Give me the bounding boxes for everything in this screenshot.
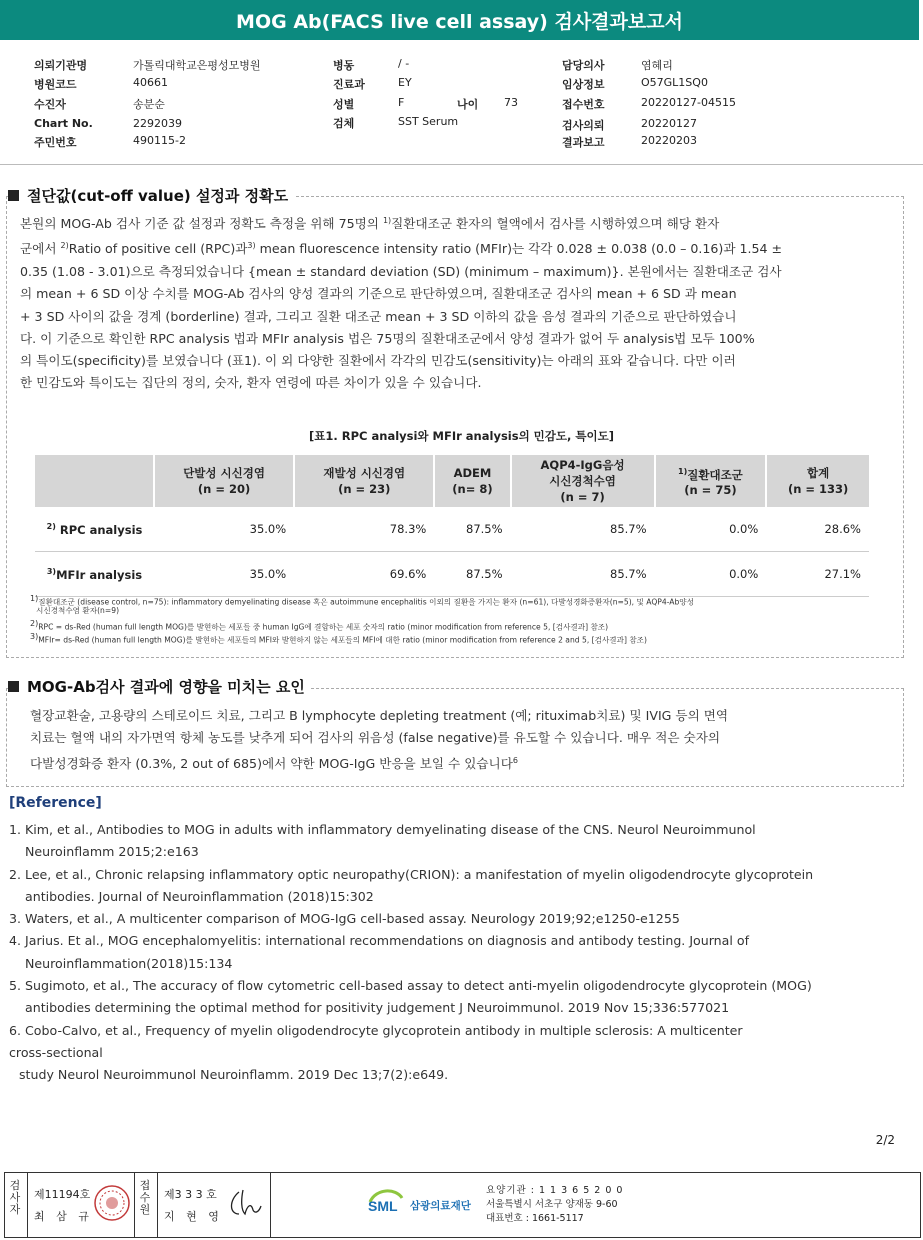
table-footnote [36,606,119,617]
footnote-text: 질환대조군 (disease control, n=75): inflammatory demyelinating disease 혹은 autoimmune encephalitis 이외의 질환을 가지는 환자 (n=61), 다발성경화증환자(n=5), 및 AQP4-Ab양성 [38,597,694,607]
table-cell: 85.7% [511,552,655,597]
section2-paragraph [30,705,900,775]
sensitivity-table [35,455,869,597]
table-cell: 78.3% [294,507,434,552]
text: 다발성경화증 환자 (0.3%, 2 out of 685)에서 약한 MOG-IgG 반응을 보일 수 있습니다 [30,755,513,771]
institution-code: 요양기관 : 1 1 3 6 5 2 0 0 [486,1185,624,1196]
table-cell: 85.7% [511,507,655,552]
para-line: 의 mean + 6 SD 이상 수치를 MOG-Ab 검사의 양성 결과의 기준으로 판단하였으며, 질환대조군 검사의 mean + 6 SD 과 mean [20,286,737,302]
address: 서울특별시 서초구 양재동 9-60 [486,1199,618,1210]
tester-label: 검사자 [9,1179,21,1216]
para-line [20,210,900,235]
col-header [434,455,510,507]
table-cell: 87.5% [434,552,510,597]
hdr-value: F [398,96,405,109]
hdr-value: 40661 [133,76,168,89]
reference-item: antibodies. Journal of Neuroinflammation (2018)15:302 [25,888,374,904]
hdr-value: 염혜리 [641,59,673,72]
hdr-label: 검체 [333,117,355,130]
col-header-line: 단발성 시신경염 [183,466,265,480]
section1-title-text: 절단값(cut-off value) 설정과 정확도 [27,187,289,205]
col-header-line: ADEM [453,466,492,480]
reference-item: Neuroinflammation(2018)15:134 [25,955,233,971]
receiver-label: 접수원 [139,1179,151,1216]
superscript: 1) [30,594,39,603]
table-cell: 35.0% [154,552,294,597]
table-footnote [30,619,608,633]
table-row [35,552,869,597]
col-header [154,455,294,507]
reference-item: 6. Cobo-Calvo, et al., Frequency of myelin oligodendrocyte glycoprotein antibody in multiple sclerosis: A multicenter [9,1022,743,1038]
para-line: 0.35 (1.08 - 3.01)으로 측정되었습니다 {mean ± standard deviation (SD) (minimum – maximum)}. 본원에서는 질환대조군 검사 [20,263,782,279]
report-title-text: MOG Ab(FACS live cell assay) 검사결과보고서 [236,10,683,33]
square-bullet-icon [8,190,19,201]
para-line: + 3 SD 사이의 값을 경계 (borderline) 결과, 그리고 질환 대조군 mean + 3 SD 이하의 값을 음성 결과의 기준으로 판단하였습니 [20,308,737,324]
superscript: 3) [247,241,256,251]
tester-license: 제11194호 [34,1188,91,1201]
section2-title-text: MOG-Ab검사 결과에 영향을 미치는 요인 [27,678,305,696]
superscript: 3) [46,566,57,576]
hdr-label: 병원코드 [34,78,77,91]
sml-logo-icon [366,1184,406,1214]
col-header-line: AQP4-IgG음성 [540,458,625,472]
hdr-value: 송분순 [133,98,165,111]
reference-item: Neuroinflamm 2015;2:e163 [25,844,199,860]
row-label: RPC analysis [55,522,143,537]
para-line: 한 민감도와 특이도는 집단의 정의, 숫자, 환자 연령에 따른 차이가 있을 수 있습니다. [20,375,482,391]
reference-item: cross-sectional [9,1044,103,1060]
reference-item: study Neurol Neuroimmunol Neuroinflamm. 2019 Dec 13;7(2):e649. [19,1067,449,1083]
hdr-label: 담당의사 [562,59,605,72]
superscript: 1) [382,216,392,225]
table-cell: 35.0% [154,507,294,552]
reference-item: 4. Jarius. Et al., MOG encephalomyelitis: international recommendations on diagnosis and antibody testing. Journal of [9,933,750,949]
col-header-line: (n = 7) [560,490,605,504]
table-cell: 69.6% [294,552,434,597]
hdr-value: EY [398,76,412,89]
footnote-text: 시신경척수염 환자(n=9) [36,606,120,615]
para-line [20,235,900,260]
reference-item: 5. Sugimoto, et al., The accuracy of flow cytometric cell-based assay to detect anti-myelin oligodendrocyte glycoprotein (MOG) [9,978,812,994]
text: 군에서 [20,241,61,257]
hdr-label: 검사의뢰 [562,119,605,132]
footnote-text: RPC = ds-Red (human full length MOG)를 발현하는 세포들 중 human IgG에 결합하는 세포 숫자의 ratio (minor modification from reference 5, [검사결과] 참조) [38,622,609,632]
reference-list [9,819,813,1087]
hdr-value: 2292039 [133,117,182,130]
table-cell: 0.0% [655,507,767,552]
hdr-value: O57GL1SQ0 [641,76,708,89]
hdr-label: Chart No. [34,117,93,130]
table-cell: 28.6% [766,507,869,552]
row-header [35,507,154,552]
col-header-line: (n = 133) [787,482,849,496]
tester-name: 최 삼 규 [34,1210,93,1223]
para-line [30,750,900,775]
page-number: 2/2 [875,1133,895,1147]
age-label: 나이 [457,98,479,111]
hdr-value: / - [398,57,410,70]
table-caption: [표1. RPC analysi와 MFIr analysis의 민감도, 특이도] [309,429,614,443]
receiver-name: 지 현 영 [164,1210,223,1223]
superscript: 2) [30,619,39,628]
section1-title [8,185,294,206]
text: Ratio of positive cell (RPC)과 [68,241,248,257]
table-row [35,507,869,552]
hdr-value: 20220127-04515 [641,96,736,109]
superscript: 2) [46,521,56,531]
seal-stamp-icon [93,1184,131,1222]
section2-title [8,676,311,697]
hdr-value: 20220203 [641,134,697,147]
hdr-value: 가톨릭대학교은평성모병원 [133,59,261,72]
hdr-label: 수진자 [34,98,66,111]
reference-item: antibodies determining the optimal method for positivity judgement J Neuroimmunol. 2019 Nov 15;336:577021 [25,1000,730,1016]
col-header [655,455,767,507]
phone: 대표번호 : 1661-5117 [486,1213,584,1224]
header-divider [0,164,923,165]
reference-item: 2. Lee, et al., Chronic relapsing inflammatory optic neuropathy(CRION): a manifestation of myelin oligodendrocyte glycoprotein [9,866,814,882]
row-label: MFIr analysis [56,567,143,582]
para-line: 혈장교환술, 고용량의 스테로이드 치료, 그리고 B lymphocyte depleting treatment (예; rituximab치료) 및 IVIG 등의 면역 [30,708,729,723]
footer-divider [270,1172,271,1238]
table-corner [35,455,154,507]
signature-icon [225,1186,269,1220]
square-bullet-icon [8,681,19,692]
para-line: 다. 이 기준으로 확인한 RPC analysis 법과 MFIr analysis 법은 75명의 질환대조군에서 양성 결과가 없어 두 analysis법 모두 100% [20,330,755,346]
hdr-label: 진료과 [333,78,365,91]
para-line: 치료는 혈액 내의 자가면역 항체 농도를 낮추게 되어 검사의 위음성 (false negative)를 유도할 수 있습니다. 매우 적은 숫자의 [30,730,721,746]
hdr-value: 490115-2 [133,134,186,147]
footnote-text: MFIr= ds-Red (human full length MOG)를 발현하는 세포들의 MFI와 발현하지 않는 세포들의 MFI에 대한 ratio (minor modification from reference 2 and 5, [검사결과] 참조) [38,635,647,645]
reference-title: [Reference] [9,795,102,811]
para-line: 의 특이도(specificity)를 보였습니다 (표1). 이 외 다양한 질환에서 각각의 민감도(sensitivity)는 아래의 표와 같습니다. 다만 이러 [20,353,736,369]
col-header-line: 질환대조군 [687,467,743,482]
table-footnote [30,632,647,646]
hdr-value: 20220127 [641,117,697,130]
superscript: 3) [30,632,39,641]
superscript: 6 [512,755,518,765]
age-value: 73 [504,96,518,109]
col-header-line: 재발성 시신경염 [323,466,406,480]
col-header-line: 합계 [807,466,830,480]
superscript: 1) [678,466,688,476]
col-header-line: (n = 20) [197,482,251,496]
hdr-label: 주민번호 [34,136,77,149]
reference-item: 3. Waters, et al., A multicenter comparison of MOG-IgG cell-based assay. Neurology 2019;92;e1250-e1255 [9,911,680,927]
table-cell: 87.5% [434,507,510,552]
hdr-label: 접수번호 [562,98,605,111]
row-header [35,552,154,597]
logo-name: 삼광의료재단 [410,1200,471,1212]
hdr-label: 병동 [333,59,355,72]
text: 질환대조군 환자의 혈액에서 검사를 시행하였으며 해당 환자 [391,216,720,232]
section1-paragraph [20,210,900,395]
hdr-label: 의뢰기관명 [34,59,88,72]
col-header [511,455,655,507]
hdr-label: 성별 [333,98,355,111]
text: mean fluorescence intensity ratio (MFIr)는 각각 0.028 ± 0.038 (0.0 – 0.16)과 1.54 ± [255,241,783,257]
table-header-row [35,455,869,507]
text: 본원의 MOG-Ab 검사 기준 값 설정과 정확도 측정을 위해 75명의 [20,216,383,232]
superscript: 2) [60,241,69,251]
hdr-label: 임상정보 [562,78,605,91]
table-cell: 27.1% [766,552,869,597]
col-header-line: (n= 8) [452,482,493,496]
receiver-license: 제3 3 3 호 [164,1188,217,1201]
col-header [766,455,869,507]
logo-text: SML [368,1198,398,1214]
col-header [294,455,434,507]
col-header-line: (n = 23) [338,482,391,496]
table-footnote [30,594,694,608]
hdr-value: SST Serum [398,115,459,128]
table-cell: 0.0% [655,552,767,597]
reference-item: 1. Kim, et al., Antibodies to MOG in adults with inflammatory demyelinating disease of the CNS. Neurol Neuroimmunol [9,822,756,837]
report-title [0,0,919,40]
col-header-line: 시신경척수염 [549,474,616,488]
col-header-line: (n = 75) [684,483,737,498]
hdr-label: 결과보고 [562,136,605,149]
